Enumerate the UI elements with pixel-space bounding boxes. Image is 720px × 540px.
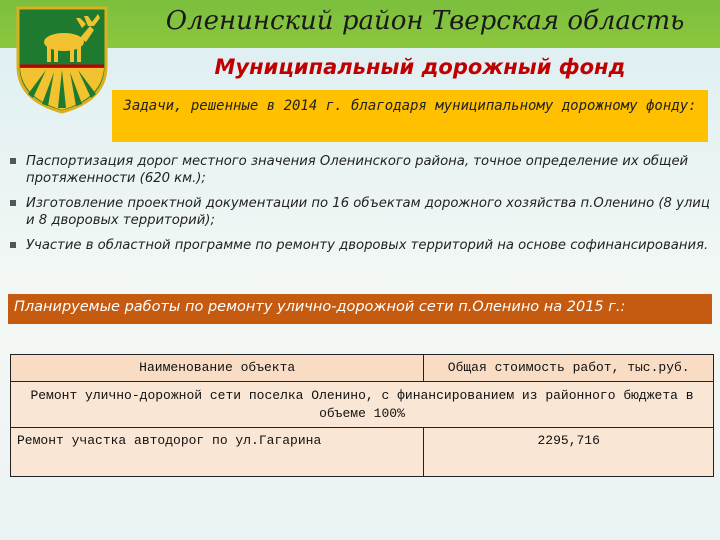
object-name-cell: Ремонт участка автодорог по ул.Гагарина xyxy=(11,428,424,477)
table-span-row xyxy=(11,382,714,428)
list-item xyxy=(10,238,710,255)
bullet-list xyxy=(10,154,710,264)
tasks-box xyxy=(112,90,708,142)
object-cost-cell: 2295,716 xyxy=(424,428,714,477)
list-item xyxy=(10,154,710,187)
square-bullet-icon xyxy=(10,158,16,164)
plan-text: Планируемые работы по ремонту улично-дорожной сети п.Оленино на 2015 г.: xyxy=(14,299,626,315)
region-title: Оленинский район Тверская область xyxy=(165,6,685,36)
elk-coat-of-arms-icon xyxy=(14,4,110,116)
plan-banner xyxy=(8,294,712,324)
table-header-row xyxy=(11,355,714,382)
column-header-name: Наименование объекта xyxy=(11,355,424,382)
span-row-text: Ремонт улично-дорожной сети поселка Оленино, с финансированием из районного бюджета в объеме 100% xyxy=(11,382,714,428)
bullet-text: Изготовление проектной документации по 16 объектам дорожного хозяйства п.Оленино (8 улиц и 8 дворовых территорий); xyxy=(26,196,710,228)
square-bullet-icon xyxy=(10,200,16,206)
works-table xyxy=(10,354,714,477)
square-bullet-icon xyxy=(10,242,16,248)
list-item xyxy=(10,196,710,229)
table-row xyxy=(11,428,714,477)
bullet-text: Участие в областной программе по ремонту дворовых территорий на основе софинансирования. xyxy=(26,238,709,253)
tasks-heading: Задачи, решенные в 2014 г. благодаря муниципальному дорожному фонду: xyxy=(123,98,697,114)
column-header-cost: Общая стоимость работ, тыс.руб. xyxy=(424,355,714,382)
fund-title: Муниципальный дорожный фонд xyxy=(214,55,626,79)
bullet-text: Паспортизация дорог местного значения Оленинского района, точное определение их общей протяженности (620 км.); xyxy=(26,154,689,186)
